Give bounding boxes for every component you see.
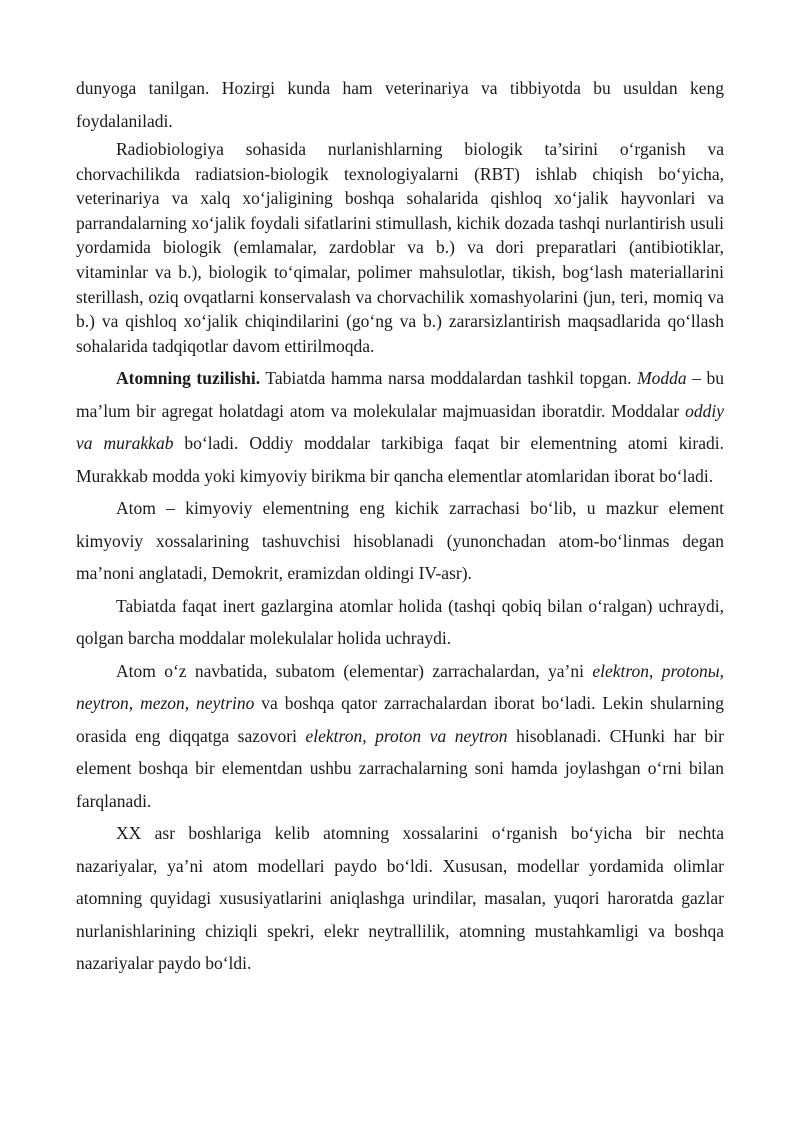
text-run: Tabiatda hamma narsa moddalardan tashkil topgan. bbox=[260, 368, 638, 389]
emphasis-term: Modda bbox=[637, 368, 687, 389]
paragraph-atom-models: XX asr boshlariga kelib atomning xossalarini o‘rganish bo‘yicha bir nechta nazariyalar, ya’ni atom modellari paydo bo‘ldi. Xususan, modellar yordamida olimlar atomning quyidagi xususiyatlarini aniqlashga urindilar, masalan, yuqori haroratda gazlar nurlanishlarining chiziqli spekri, elekr neytrallilik, atomning mustahkamligi va boshqa nazariyalar paydo bo‘ldi. bbox=[76, 823, 724, 974]
text-run: va boshqa qator zarrachalardan iborat bo‘ladi. Lekin shularning orasida eng diqqatga sazovori bbox=[76, 693, 725, 746]
section-heading: Atomning tuzilishi. bbox=[116, 368, 261, 389]
text-run: bo‘ladi. Oddiy moddalar tarkibiga faqat bir elementning atomi kiradi. Murakkab modda yoki kimyoviy birikma bir qancha elementlar atomlaridan iborat bo‘ladi. bbox=[76, 433, 724, 486]
document-page bbox=[76, 72, 724, 980]
emphasis-term: protonы, neytron, mezon, neytrino bbox=[76, 660, 724, 714]
paragraph-continuation: dunyoga tanilgan. Hozirgi kunda ham veterinariya va tibbiyotda bu usuldan keng foydalaniladi. bbox=[76, 78, 724, 131]
paragraph-atom-structure bbox=[76, 362, 724, 492]
emphasis-term: elektron bbox=[592, 660, 650, 681]
text-run: Atom o‘z navbatida, subatom (elementar) zarrachalardan, ya’ni bbox=[116, 660, 593, 681]
paragraph-radiobiology: Radiobiologiya sohasida nurlanishlarning biologik ta’sirini o‘rganish va chorvachilikda radiatsion-biologik texnologiyalarni (RBT) ishlab chiqish bo‘yicha, veterinariya va xalq xo‘jaligining boshqa sohalarida qishloq xo‘jalik hayvonlari va parrandalarning xo‘jalik foydali sifatlarini stimullash, kichik dozada tashqi nurlantirish usuli yordamida biologik (emlamalar, zardoblar va b.) va dori preparatlari (antibiotiklar, vitaminlar va b.), biologik to‘qimalar, polimer mahsulotlar, tikish, bog‘lash materiallarini sterillash, oziq ovqatlarni konservalash va chorvachilik xomashyolarini (jun, teri, momiq va b.) va qishloq xo‘jalik chiqindilarini (go‘ng va b.) zararsizlantirish maqsadlarida qo‘llash sohalarida tadqiqotlar davom ettirilmoqda. bbox=[76, 139, 724, 356]
emphasis-term: elektron, proton va neytron bbox=[305, 725, 508, 746]
paragraph-subatomic-particles bbox=[76, 655, 724, 818]
paragraph-atom-definition: Atom – kimyoviy elementning eng kichik zarrachasi bo‘lib, u mazkur element kimyoviy xossalarining tashuvchisi hisoblanadi (yunonchadan atom-bo‘linmas degan ma’noni anglatadi, Demokrit, eramizdan oldingi IV-asr). bbox=[76, 498, 724, 584]
emphasis-term: oddiy va murakkab bbox=[76, 400, 724, 454]
paragraph-inert-gases: Tabiatda faqat inert gazlargina atomlar holida (tashqi qobiq bilan o‘ralgan) uchraydi, qolgan barcha moddalar molekulalar holida uchraydi. bbox=[76, 595, 724, 649]
text-run: – bu ma’lum bir agregat holatdagi atom va molekulalar majmuasidan iboratdir. Moddalar bbox=[76, 368, 724, 421]
text-run: hisoblanadi. CHunki har bir element boshqa bir elementdan ushbu zarrachalarning soni hamda joylashgan o‘rni bilan farqlanadi. bbox=[76, 725, 724, 811]
text-run: , bbox=[649, 660, 662, 681]
